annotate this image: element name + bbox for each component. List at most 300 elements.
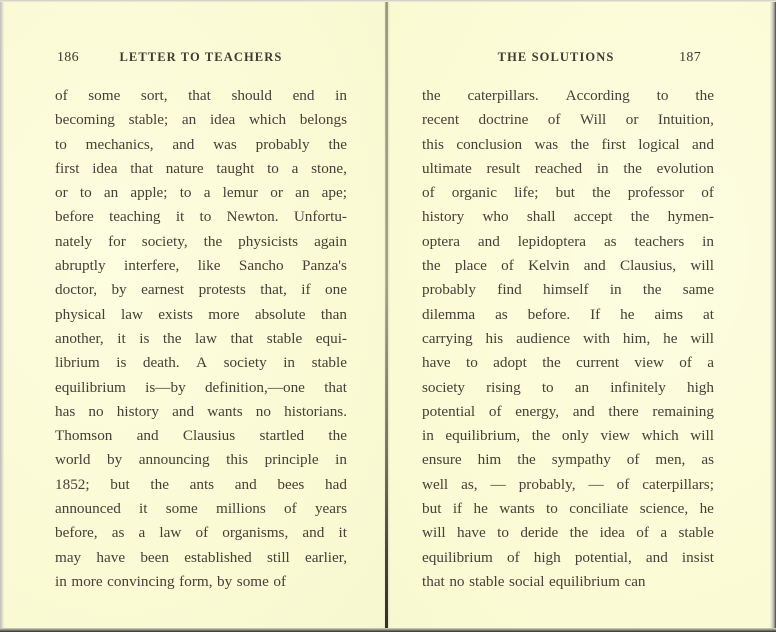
left-text-word: of — [195, 524, 209, 542]
left-text-word: the — [328, 135, 347, 153]
right-text-word: idea — [599, 524, 625, 542]
left-text-word: it — [139, 500, 148, 518]
left-text-word: announced — [55, 500, 121, 518]
left-text-word: startled — [259, 427, 305, 445]
left-text-word: mechanics, — [85, 135, 154, 153]
right-text-word: the — [422, 257, 441, 275]
left-text-word: should — [231, 87, 272, 104]
right-text-word: society — [422, 378, 466, 396]
right-text-line — [422, 351, 714, 375]
left-text-word: to — [55, 135, 67, 153]
right-text-line — [422, 254, 714, 278]
right-text-word: of — [626, 451, 640, 469]
right-text-line — [422, 521, 714, 545]
right-text-word: ultimate — [422, 159, 472, 177]
left-text-word: law — [120, 305, 143, 323]
left-text-word: may — [55, 548, 82, 566]
right-text-line — [422, 303, 714, 327]
right-text-word: same — [682, 281, 714, 299]
right-text-word: Kelvin — [528, 257, 570, 275]
right-text-word: of — [501, 257, 514, 275]
left-text-word: of — [273, 572, 287, 590]
right-text-word: life; — [514, 184, 539, 202]
right-text-word: was — [534, 135, 559, 153]
right-text-word: social — [509, 572, 545, 590]
left-text-word: and — [234, 475, 257, 493]
right-text-word: the — [569, 524, 589, 542]
left-text-word: the — [203, 232, 223, 250]
right-text-word: if — [452, 500, 463, 518]
right-text-line — [422, 108, 714, 132]
right-page-textblock — [422, 84, 714, 594]
left-text-word: nature — [165, 159, 204, 177]
left-text-word: apple; — [130, 184, 168, 202]
right-text-word: of — [488, 402, 502, 420]
right-text-word: adopt — [493, 354, 527, 372]
right-text-word: — — [588, 475, 604, 493]
right-text-word: the — [422, 87, 441, 104]
left-text-word: A — [196, 354, 208, 372]
right-text-word: of — [701, 184, 714, 202]
left-text-word: but — [110, 475, 130, 493]
right-text-word: Will — [579, 111, 607, 129]
right-text-word: science, — [639, 500, 689, 518]
left-text-word: an — [181, 111, 197, 129]
right-text-word: and — [583, 257, 606, 275]
left-text-word: was — [213, 135, 237, 153]
right-text-word: and — [477, 232, 500, 250]
right-text-line — [422, 278, 714, 302]
left-text-word: wants — [207, 402, 243, 420]
right-text-word: the — [542, 354, 561, 372]
left-text-word: form, — [179, 572, 213, 590]
right-text-word: caterpillars. — [467, 87, 539, 104]
right-text-word: of — [679, 354, 692, 372]
left-text-word: principle — [264, 451, 319, 469]
right-text-word: history — [422, 208, 465, 226]
left-text-word: an — [103, 184, 119, 202]
left-text-word: doctor, — [55, 281, 97, 299]
left-text-line — [55, 448, 347, 472]
left-text-word: in — [55, 572, 67, 590]
left-page-edge — [0, 0, 4, 632]
right-text-word: conclusion — [456, 135, 523, 153]
right-text-word: — — [490, 475, 506, 493]
left-text-word: some — [88, 87, 121, 104]
book-spine-shadow — [385, 0, 388, 632]
left-text-word: teaching — [109, 208, 161, 226]
left-text-line — [55, 181, 347, 205]
right-text-word: an — [574, 378, 590, 396]
right-text-word: men, — [655, 451, 686, 469]
right-text-word: result — [486, 159, 521, 177]
right-text-word: have — [457, 524, 486, 542]
right-text-line — [422, 133, 714, 157]
left-text-word: and — [302, 524, 325, 542]
right-text-word: infinitely — [610, 378, 666, 396]
right-text-line — [422, 205, 714, 229]
left-text-word: law — [159, 524, 182, 542]
right-text-word: or — [625, 111, 639, 129]
left-text-word: have — [96, 548, 126, 566]
right-text-word: will — [690, 257, 714, 275]
right-text-word: recent — [422, 111, 460, 129]
right-text-word: of — [547, 111, 561, 129]
left-text-word: established — [184, 548, 252, 566]
right-text-word: a — [660, 524, 668, 542]
left-text-word: in — [335, 87, 347, 104]
right-text-word: will — [690, 329, 714, 347]
right-text-line — [422, 230, 714, 254]
right-text-word: and — [572, 402, 595, 420]
right-text-word: to — [546, 500, 558, 518]
left-text-word: first — [55, 159, 80, 177]
left-text-word: of — [55, 87, 68, 104]
left-text-word: the — [150, 475, 169, 493]
left-text-word: ape; — [321, 184, 347, 202]
left-text-word: still — [266, 548, 290, 566]
left-text-word: before — [55, 208, 94, 226]
right-text-line — [422, 376, 714, 400]
left-text-word: the — [328, 427, 347, 445]
right-text-word: find — [497, 281, 522, 299]
left-text-line — [55, 278, 347, 302]
left-text-word: idea — [92, 159, 118, 177]
left-text-word: and — [172, 402, 195, 420]
left-text-word: definition,—one — [204, 378, 305, 396]
left-text-word: abruptly — [55, 257, 106, 275]
right-text-word: wants — [499, 500, 535, 518]
right-text-word: view — [600, 427, 630, 445]
left-text-word: probably — [255, 135, 310, 153]
left-text-word: years — [314, 500, 347, 518]
right-text-word: will — [690, 427, 714, 445]
right-text-word: but — [555, 184, 576, 202]
left-text-word: by — [106, 451, 123, 469]
left-text-word: exists — [158, 305, 193, 323]
left-text-word: this — [226, 451, 249, 469]
right-text-word: him, — [622, 329, 651, 347]
left-text-word: stone, — [311, 159, 347, 177]
left-text-word: again — [314, 232, 347, 250]
left-text-word: absolute — [254, 305, 306, 323]
right-text-word: reached — [534, 159, 583, 177]
left-running-head-title: LETTER TO TEACHERS — [119, 50, 283, 64]
right-text-word: potential, — [574, 548, 632, 566]
right-text-word: insist — [681, 548, 714, 566]
right-text-word: of — [616, 475, 630, 493]
right-text-line — [422, 327, 714, 351]
right-page — [389, 0, 776, 632]
left-text-word: to — [267, 159, 279, 177]
left-text-word: is—by — [145, 378, 186, 396]
left-text-line — [55, 84, 347, 108]
right-text-word: the — [517, 451, 536, 469]
left-text-word: more — [71, 572, 103, 590]
right-text-word: the — [592, 184, 611, 202]
left-text-word: for — [108, 232, 126, 250]
right-text-word: but — [422, 500, 442, 518]
right-text-line — [422, 424, 714, 448]
right-text-word: professor — [627, 184, 685, 202]
right-text-word: will — [422, 524, 446, 542]
right-text-word: of — [636, 524, 649, 542]
right-text-word: only — [561, 427, 589, 445]
right-text-word: before. — [527, 305, 571, 323]
right-text-word: to — [497, 524, 509, 542]
right-text-word: remaining — [652, 402, 714, 420]
right-text-word: accept — [573, 208, 613, 226]
left-text-word: equilibrium — [55, 378, 126, 396]
left-text-word: like — [197, 257, 221, 275]
right-text-word: deride — [520, 524, 559, 542]
right-text-word: evolution — [656, 159, 714, 177]
right-text-word: to — [465, 354, 478, 372]
left-text-word: nately — [55, 232, 93, 250]
right-text-word: According — [565, 87, 630, 104]
left-text-word: physical — [55, 305, 106, 323]
left-text-line — [55, 424, 347, 448]
left-text-word: belongs — [299, 111, 347, 129]
left-text-word: is — [116, 354, 127, 372]
right-text-word: the — [642, 281, 662, 299]
right-text-line — [422, 400, 714, 424]
right-text-word: with — [582, 329, 610, 347]
right-text-word: doctrine — [478, 111, 529, 129]
left-text-word: a — [138, 524, 146, 542]
right-text-word: view — [634, 354, 664, 372]
left-text-word: becoming — [55, 111, 115, 129]
right-text-word: audience — [516, 329, 571, 347]
left-text-line — [55, 473, 347, 497]
right-text-word: as — [495, 305, 508, 323]
left-text-word: is — [139, 329, 150, 347]
left-text-word: organisms, — [222, 524, 289, 542]
right-text-word: equilibrium, — [445, 427, 521, 445]
left-text-word: death. — [142, 354, 180, 372]
right-text-line — [422, 497, 714, 521]
right-text-line — [422, 84, 714, 108]
left-text-word: historians. — [284, 402, 347, 420]
left-text-line — [55, 205, 347, 229]
left-text-line — [55, 376, 347, 400]
left-text-word: more — [208, 305, 240, 323]
left-text-word: librium — [55, 354, 100, 372]
left-text-word: some — [165, 500, 198, 518]
left-text-word: as — [111, 524, 125, 542]
left-text-word: a — [291, 159, 299, 177]
right-text-word: dilemma — [422, 305, 476, 323]
right-text-word: high — [686, 378, 714, 396]
left-text-word: which — [248, 111, 287, 129]
right-text-word: and — [692, 135, 714, 153]
right-text-word: current — [576, 354, 620, 372]
right-text-word: he — [620, 305, 635, 323]
right-text-word: and — [645, 548, 668, 566]
left-text-word: Sancho — [238, 257, 284, 275]
right-text-word: logical — [638, 135, 680, 153]
left-text-word: to — [79, 184, 92, 202]
right-text-word: stable — [469, 572, 505, 590]
left-text-word: Unfortu- — [293, 208, 347, 226]
right-text-word: as, — [461, 475, 478, 493]
right-text-word: in — [609, 281, 622, 299]
left-text-word: if — [301, 281, 311, 299]
left-page — [0, 0, 387, 632]
right-running-head-title: THE SOLUTIONS — [497, 50, 615, 64]
left-text-word: stable — [311, 354, 347, 372]
left-text-word: in — [283, 354, 296, 372]
right-text-word: If — [590, 305, 601, 323]
right-text-line — [422, 570, 714, 594]
left-text-word: physicists — [238, 232, 299, 250]
right-text-word: he — [473, 500, 488, 518]
left-text-word: convincing — [107, 572, 175, 590]
left-text-word: Clausius — [182, 427, 236, 445]
right-text-word: high — [533, 548, 561, 566]
right-text-line — [422, 473, 714, 497]
right-text-word: can — [624, 572, 646, 590]
right-text-word: optera — [422, 232, 460, 250]
right-page-edge — [770, 0, 776, 632]
left-text-word: sort, — [140, 87, 168, 104]
left-text-line — [55, 133, 347, 157]
left-text-word: than — [320, 305, 347, 323]
right-text-word: equilibrium — [549, 572, 620, 590]
right-text-word: Clausius, — [619, 257, 677, 275]
left-text-word: society, — [141, 232, 188, 250]
left-text-word: that — [188, 87, 211, 104]
right-text-word: the — [570, 135, 590, 153]
right-text-word: in — [422, 427, 434, 445]
right-text-word: stable — [678, 524, 714, 542]
right-text-word: energy, — [515, 402, 560, 420]
right-text-word: as — [701, 451, 714, 469]
right-text-word: no — [449, 572, 465, 590]
left-page-folio: 186 — [57, 50, 79, 65]
left-text-word: it — [117, 329, 126, 347]
left-text-word: to — [179, 184, 192, 202]
left-text-word: world — [55, 451, 91, 469]
right-text-word: caterpillars; — [642, 475, 714, 493]
bottom-page-edge — [0, 628, 776, 632]
left-text-word: taught — [216, 159, 255, 177]
right-text-word: potential — [422, 402, 476, 420]
right-text-word: him — [477, 451, 502, 469]
left-text-word: of — [284, 500, 297, 518]
right-text-word: probably — [422, 281, 476, 299]
left-text-word: earlier, — [305, 548, 347, 566]
left-text-line — [55, 570, 347, 594]
left-text-line — [55, 230, 347, 254]
left-text-word: and — [172, 135, 195, 153]
left-text-word: or — [55, 184, 68, 202]
left-text-word: interfere, — [124, 257, 180, 275]
right-text-word: aims — [654, 305, 684, 323]
right-text-word: his — [485, 329, 504, 347]
left-text-line — [55, 254, 347, 278]
left-text-word: has — [55, 402, 76, 420]
left-text-word: that — [130, 159, 153, 177]
left-text-word: announcing — [138, 451, 210, 469]
left-text-word: by — [111, 281, 127, 299]
right-text-word: who — [482, 208, 509, 226]
right-text-word: he — [699, 500, 714, 518]
left-text-word: Thomson — [55, 427, 113, 445]
left-text-word: and — [136, 427, 159, 445]
right-text-word: ensure — [422, 451, 462, 469]
left-page-textblock — [55, 84, 347, 594]
right-text-word: at — [703, 305, 714, 323]
left-text-word: lemur — [222, 184, 259, 202]
left-text-word: that — [230, 329, 254, 347]
left-text-word: it — [175, 208, 185, 226]
left-text-line — [55, 521, 347, 545]
left-text-line — [55, 327, 347, 351]
right-text-word: carrying — [422, 329, 473, 347]
right-text-word: in — [596, 159, 609, 177]
right-page-folio: 187 — [679, 50, 701, 65]
left-text-word: that, — [260, 281, 287, 299]
right-text-word: a — [707, 354, 714, 372]
left-text-line — [55, 497, 347, 521]
right-text-word: in — [702, 232, 714, 250]
left-text-word: history — [116, 402, 159, 420]
left-text-word: had — [325, 475, 347, 493]
left-running-head — [57, 50, 333, 70]
right-text-word: the — [630, 208, 650, 226]
left-text-word: stable; — [128, 111, 169, 129]
left-text-word: no — [88, 402, 104, 420]
right-text-word: hymen- — [667, 208, 714, 226]
right-text-word: well — [422, 475, 449, 493]
left-text-line — [55, 108, 347, 132]
right-text-line — [422, 546, 714, 570]
right-text-word: the — [695, 87, 714, 104]
left-text-word: bees — [277, 475, 305, 493]
right-running-head — [425, 50, 701, 70]
right-text-word: conciliate — [569, 500, 629, 518]
left-text-line — [55, 351, 347, 375]
left-text-word: Panza's — [302, 257, 347, 275]
left-text-word: before, — [55, 524, 98, 542]
right-text-word: there — [608, 402, 639, 420]
right-text-word: of — [506, 548, 520, 566]
right-text-line — [422, 157, 714, 181]
right-text-word: shall — [526, 208, 556, 226]
left-text-word: to — [199, 208, 212, 226]
right-text-word: he — [663, 329, 678, 347]
right-text-word: rising — [486, 378, 521, 396]
left-text-line — [55, 303, 347, 327]
left-text-word: law — [195, 329, 217, 347]
right-text-word: this — [422, 135, 444, 153]
right-text-word: to — [656, 87, 669, 104]
left-text-word: millions — [216, 500, 266, 518]
right-text-word: have — [422, 354, 451, 372]
left-text-word: an — [295, 184, 310, 202]
left-text-word: earnest — [141, 281, 185, 299]
right-text-word: that — [422, 572, 445, 590]
right-text-line — [422, 181, 714, 205]
right-text-word: lepidoptera — [517, 232, 587, 250]
right-text-word: of — [422, 184, 435, 202]
right-text-line — [422, 448, 714, 472]
left-text-word: idea — [209, 111, 236, 129]
right-text-word: the — [623, 159, 642, 177]
left-text-word: a — [203, 184, 211, 202]
right-text-word: teachers — [634, 232, 685, 250]
